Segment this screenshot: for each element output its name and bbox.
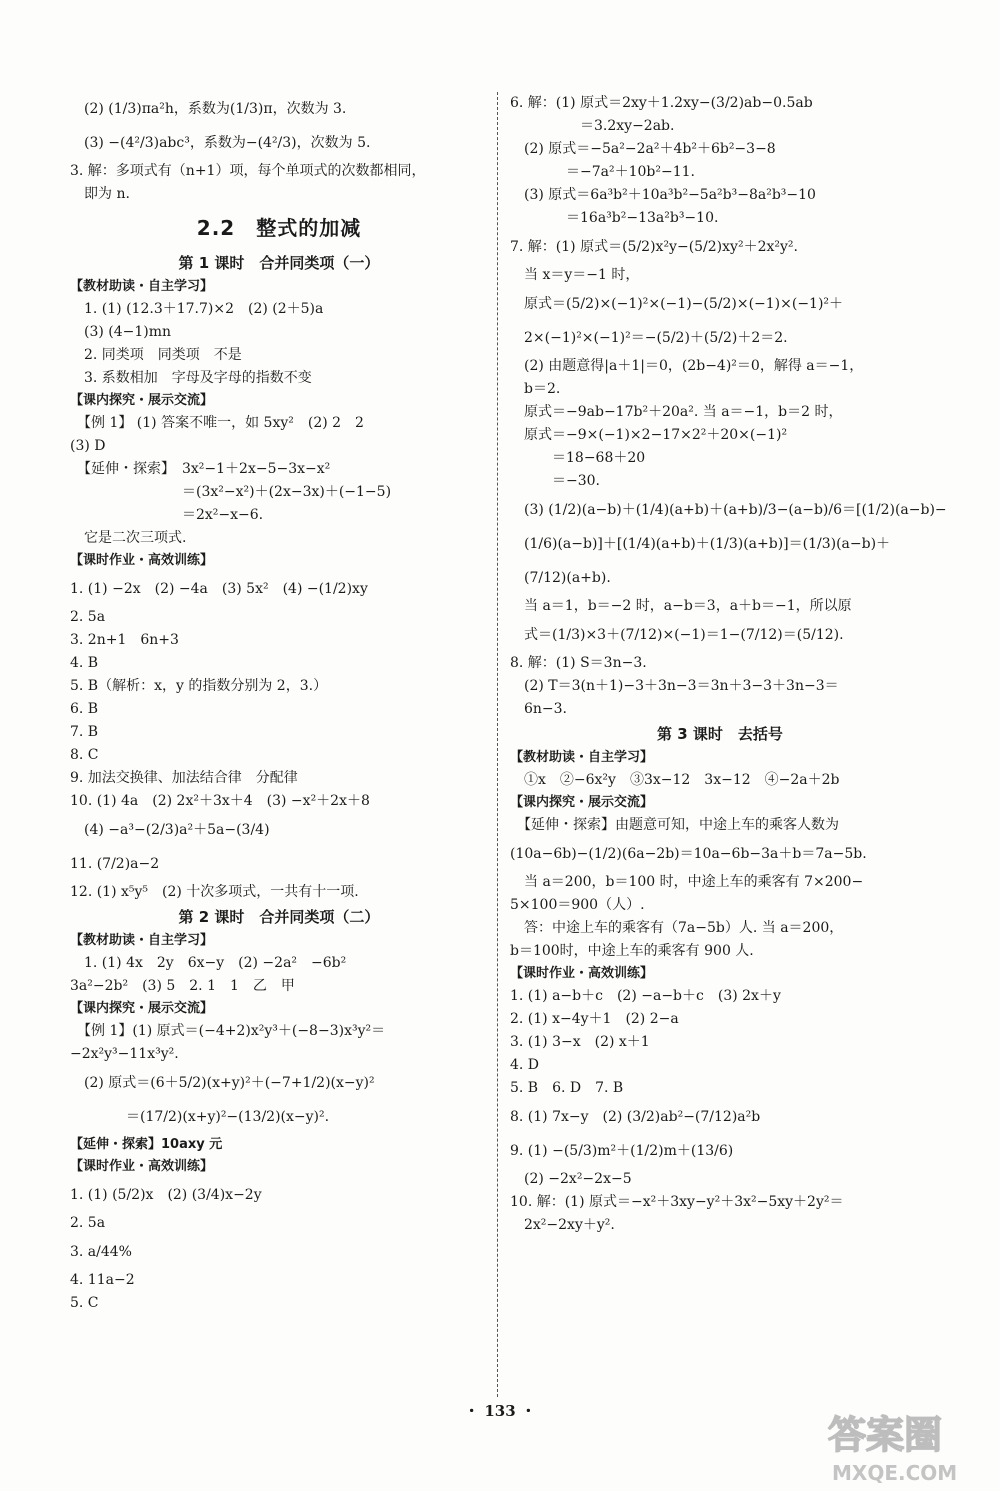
answer-line: (3) 原式＝6a³b²＋10a³b²−5a²b³−8a²b³−10 [510,187,816,203]
answer-line: 2×(−1)²×(−1)²＝−(5/2)＋(5/2)＋2＝2. [510,330,788,346]
answer-line: ＝−30. [510,473,600,489]
answer-line: 11. (7/2)a−2 [70,856,160,872]
column-divider [497,92,498,1397]
section-heading: 【延伸・探索】10axy 元 [70,1137,223,1152]
answer-line: 1. (1) (12.3＋17.7)×2 (2) (2＋5)a [70,301,324,317]
answer-line: 当 a＝1，b＝−2 时，a−b＝3，a＋b＝−1，所以原 [510,598,852,614]
answer-line: 原式＝−9×(−1)×2−17×2²＋20×(−1)² [510,427,788,443]
answer-line: (7/12)(a+b). [510,570,611,586]
answer-line: 【延伸・探索】 3x²−1＋2x−5−3x−x² [70,461,331,477]
answer-line: ＝2x²−x−6. [70,507,264,523]
watermark-cn: 答案圈 [828,1413,943,1457]
answer-line: 【延伸・探索】由题意可知，中途上车的乘客人数为 [510,817,839,833]
answer-line: 4. 11a−2 [70,1272,135,1288]
answer-line: 3a²−2b² (3) 5 2. 1 1 乙 甲 [70,978,295,994]
answer-line: 2. 5a [70,609,106,625]
watermark-logo [820,1408,990,1486]
answer-line: 2. 同类项 同类项 不是 [70,347,242,363]
answer-line: ＝(3x²−x²)＋(2x−3x)＋(−1−5) [70,484,392,500]
section-title: 2.2 整式的加减 [196,216,362,240]
section-heading: 【课内探究・展示交流】 [510,795,654,810]
answer-line: 10. 解：(1) 原式＝−x²＋3xy−y²＋3x²−5xy＋2y²＝ [510,1194,844,1210]
answer-line: 3. 解：多项式有（n+1）项，每个单项式的次数都相同， [70,163,426,179]
watermark-url: MXQE.COM [832,1461,958,1485]
answer-line: 3. a/44% [70,1244,132,1260]
answer-line: ①x ②−6x²y ③3x−12 3x−12 ④−2a＋2b [510,772,840,788]
answer-line: (3) −(4²/3)abc³，系数为−(4²/3)，次数为 5. [70,135,371,151]
answer-line: (2) 原式＝(6＋5/2)(x+y)²＋(−7+1/2)(x−y)² [70,1075,375,1091]
answer-line: b＝100时，中途上车的乘客有 900 人. [510,943,754,959]
answer-line: 1. (1) 4x 2y 6x−y (2) −2a² −6b² [70,955,347,971]
answer-line: 9. (1) −(5/3)m²＋(1/2)m＋(13/6) [510,1143,734,1159]
answer-line: (3) (1/2)(a−b)＋(1/4)(a+b)＋(a+b)/3−(a−b)/6＝[(1/2)(a−b)− [510,502,947,518]
answer-line: 2x²−2xy＋y². [510,1217,615,1233]
section-heading: 【课内探究・展示交流】 [70,393,214,408]
section-heading: 【课内探究・展示交流】 [70,1001,214,1016]
answer-line: 4. D [510,1057,540,1073]
answer-line: 式＝(1/3)×3＋(7/12)×(−1)＝1−(7/12)＝(5/12). [510,627,844,643]
answer-line: ＝−7a²＋10b²−11. [510,164,695,180]
answer-line: (2) 由题意得|a＋1|＝0，(2b−4)²＝0，解得 a＝−1， [510,358,864,374]
answer-line: 1. (1) a−b＋c (2) −a−b＋c (3) 2x＋y [510,988,781,1004]
lesson-title: 第 2 课时 合并同类项（二） [178,908,380,926]
answer-line: ＝3.2xy−2ab. [510,118,675,134]
section-heading: 【课时作业・高效训练】 [70,553,214,568]
answer-line: 【例 1】 (1) 答案不唯一，如 5xy² (2) 2 2 [70,415,364,431]
section-heading: 【教材助读・自主学习】 [70,279,214,294]
answer-line: 8. C [70,747,99,763]
answer-line: b＝2. [510,381,561,397]
answer-line: 9. 加法交换律、加法结合律 分配律 [70,770,298,786]
answer-line: (3) (4−1)mn [70,324,172,340]
answer-line: (2) (1/3)πa²h，系数为(1/3)π，次数为 3. [70,101,347,117]
answer-line: 7. B [70,724,99,740]
left-column [70,92,488,1315]
answer-line: 7. 解：(1) 原式＝(5/2)x²y−(5/2)xy²＋2x²y². [510,239,798,255]
answer-line: 5. C [70,1295,99,1311]
answer-line: 原式＝−9ab−17b²＋20a². 当 a＝−1，b＝2 时， [510,404,843,420]
answer-line: ＝(17/2)(x+y)²−(13/2)(x−y)². [70,1109,330,1125]
answer-line: (4) −a³−(2/3)a²＋5a−(3/4) [70,822,270,838]
answer-line: 当 a＝200，b＝100 时，中途上车的乘客有 7×200− [510,874,864,890]
answer-line: 8. 解：(1) S＝3n−3. [510,655,647,671]
answer-line: (2) T＝3(n＋1)−3＋3n−3＝3n＋3−3＋3n−3＝ [510,678,839,694]
answer-line: 5. B 6. D 7. B [510,1080,624,1096]
answer-line: (2) −2x²−2x−5 [510,1171,632,1187]
answer-line: 10. (1) 4a (2) 2x²＋3x＋4 (3) −x²＋2x＋8 [70,793,370,809]
answer-line: 3. (1) 3−x (2) x＋1 [510,1034,650,1050]
answer-line: 2. 5a [70,1215,106,1231]
answer-line: 5. B（解析：x，y 的指数分别为 2，3.） [70,678,328,694]
answer-line: 5×100＝900（人）. [510,897,645,913]
answer-line: 3. 系数相加 字母及字母的指数不变 [70,370,312,386]
right-column [510,92,947,1237]
answer-line: ＝16a³b²−13a²b³−10. [510,210,719,226]
answer-line: 1. (1) (5/2)x (2) (3/4)x−2y [70,1187,262,1203]
answer-line: 6. B [70,701,99,717]
page-number: ・ 133 ・ [464,1402,536,1420]
answer-line: ＝18−68＋20 [510,450,646,466]
answer-line: 它是二次三项式. [70,530,187,546]
answer-line: (1/6)(a−b)]＋[(1/4)(a+b)＋(1/3)(a+b)]＝(1/3)(a−b)＋ [510,536,891,552]
answer-line: (3) D [70,438,106,454]
answer-line: 即为 n. [70,186,130,202]
answer-line: 6n−3. [510,701,568,717]
answer-line: 原式＝(5/2)×(−1)²×(−1)−(5/2)×(−1)×(−1)²＋ [510,296,844,312]
answer-line: 1. (1) −2x (2) −4a (3) 5x² (4) −(1/2)xy [70,581,368,597]
section-heading: 【教材助读・自主学习】 [70,933,214,948]
section-heading: 【课时作业・高效训练】 [510,966,654,981]
answer-line: 2. (1) x−4y＋1 (2) 2−a [510,1011,679,1027]
answer-line: 3. 2n+1 6n+3 [70,632,179,648]
answer-line: 4. B [70,655,99,671]
answer-line: −2x²y³−11x³y². [70,1046,179,1062]
lesson-title: 第 1 课时 合并同类项（一） [178,254,380,272]
answer-line: (10a−6b)−(1/2)(6a−2b)＝10a−6b−3a＋b＝7a−5b. [510,846,867,862]
answer-line: (2) 原式＝−5a²−2a²＋4b²＋6b²−3−8 [510,141,776,157]
section-heading: 【教材助读・自主学习】 [510,750,654,765]
answer-line: 答：中途上车的乘客有（7a−5b）人. 当 a＝200， [510,920,844,936]
answer-line: 12. (1) x⁵y⁵ (2) 十次多项式，一共有十一项. [70,884,359,900]
answer-line: 【例 1】(1) 原式＝(−4+2)x²y³＋(−8−3)x³y²＝ [70,1023,386,1039]
answer-line: 8. (1) 7x−y (2) (3/2)ab²−(7/12)a²b [510,1109,761,1125]
answer-line: 当 x＝y＝−1 时， [510,267,640,283]
lesson-title: 第 3 课时 去括号 [657,725,783,743]
answer-line: 6. 解：(1) 原式＝2xy＋1.2xy−(3/2)ab−0.5ab [510,95,813,111]
section-heading: 【课时作业・高效训练】 [70,1159,214,1174]
